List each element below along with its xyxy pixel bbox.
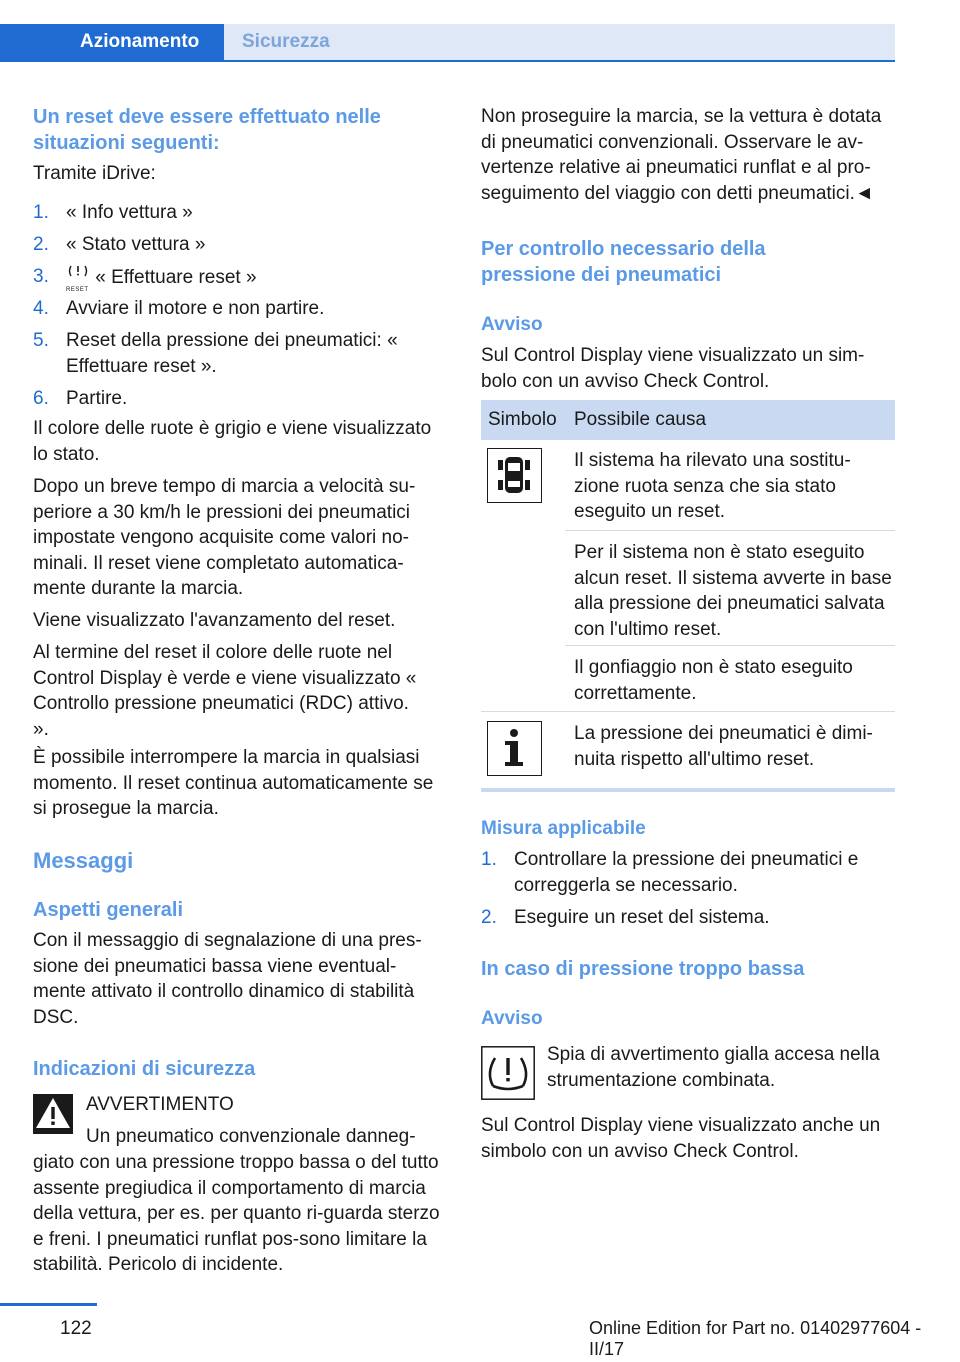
warning-text-first: Un pneumatico convenzionale danneg- [86,1126,416,1147]
reset-steps [33,200,448,414]
table-bottom-rule [481,788,895,792]
table-row: Il sistema ha rilevato una sostitu-zione ruota senza che sia stato eseguito un reset. [574,450,851,523]
idrive-text: Tramite iDrive: [33,163,156,184]
list-item: 5. Reset della pressione dei pneumatici: « Effettuare reset ». [33,330,398,377]
col-simbolo: Simbolo [488,409,557,430]
row-divider [565,530,895,531]
para-colore: Il colore delle ruote è grigio e viene visualizzato lo stato. [33,418,432,465]
list-item: 1. « Info vettura » [33,202,193,223]
avviso-text: Sul Control Display viene visualizzato un sim-bolo con un avviso Check Control. [481,345,865,392]
sicurezza-heading: Indicazioni di sicurezza [33,1058,256,1080]
misura-steps [481,847,896,933]
controllo-heading: Per controllo necessario della pressione dei pneumatici [481,238,766,286]
table-row: Il gonfiaggio non è stato eseguito correttamente. [574,657,853,704]
list-item: 1. Controllare la pressione dei pneumatici e correggerla se necessario. [481,849,859,896]
avviso2-heading: Avviso [481,1008,543,1029]
list-item: 2. « Stato vettura » [33,234,206,255]
last-text: Sul Control Display viene visualizzato anche un simbolo con un avviso Check Control. [481,1115,881,1162]
row-divider [481,711,895,712]
list-item: 6. Partire. [33,388,128,409]
table-row: La pressione dei pneumatici è dimi-nuita rispetto all'ultimo reset. [574,723,873,770]
table-header [481,400,895,440]
list-item: 4. Avviare il motore e non partire. [33,298,325,319]
aspetti-text: Con il messaggio di segnalazione di una pres-sione dei pneumatici bassa viene eventual-mente attivato il controllo dinamico di stabilità DSC. [33,930,422,1028]
para-interrompere: È possibile interrompere la marcia in qualsiasi momento. Il reset continua automaticamente se si prosegue la marcia. [33,747,434,820]
warning-triangle-icon [33,1094,73,1134]
row-divider [565,645,895,646]
page-number: 122 [60,1318,92,1339]
reset-heading: Un reset deve essere effettuato nelle situazioni seguenti: [33,106,381,154]
para-avanzamento: Viene visualizzato l'avanzamento del reset. [33,610,396,631]
list-item: 3. RESET « Effettuare reset » [33,266,257,293]
col-causa: Possibile causa [574,409,707,430]
info-icon [487,721,542,776]
misura-heading: Misura applicabile [481,818,646,839]
header-divider [0,60,895,62]
aspetti-heading: Aspetti generali [33,899,184,921]
messaggi-heading: Messaggi [33,848,134,873]
table-row: Per il sistema non è stato eseguito alcun reset. Il sistema avverte in base alla pressione dei pneumatici salvata con l'ultimo reset. [574,542,892,640]
para-non-proseguire: Non proseguire la marcia, se la vettura è dotata di pneumatici convenzionali. Osservare le av-vertenze relative ai pneumatici runflat e al pro-seguimento del viaggio con detti pneumatici.◄ [481,106,882,204]
footer-rule [0,1303,97,1306]
header-tabs [0,0,895,62]
spia-text: Spia di avvertimento gialla accesa nella strumentazione combinata. [547,1044,880,1091]
para-termine: Al termine del reset il colore delle ruote nel Control Display è verde e viene visualizzato « Controllo pressione pneumatici (RDC) attivo. ». [33,642,417,740]
avviso-heading: Avviso [481,314,543,335]
car-wheels-icon [487,448,542,503]
para-dopo: Dopo un breve tempo di marcia a velocità su-periore a 30 km/h le pressioni dei pneumatici impostate vengono acquisite come valori no-minali. Il reset viene completato automatica-mente durante la marcia. [33,476,416,600]
edition-text: Online Edition for Part no. 01402977604 - II/17 [589,1318,922,1359]
tab-azionamento[interactable]: Azionamento [0,24,224,62]
warning-text: giato con una pressione troppo bassa o del tutto assente pregiudica il comportamento di marcia della vettura, per es. per quanto ri-guarda sterzo e freni. I pneumatici runflat pos-sono limitare la stabilità. Pericolo di incidente. [33,1152,440,1276]
list-item: 2. Eseguire un reset del sistema. [481,907,770,928]
warning-title: AVVERTIMENTO [86,1094,234,1115]
tire-pressure-warning-icon [481,1046,535,1100]
bassa-heading: In caso di pressione troppo bassa [481,958,805,980]
tab-sicurezza[interactable]: Sicurezza [224,24,895,62]
reset-icon: RESET [66,264,90,286]
